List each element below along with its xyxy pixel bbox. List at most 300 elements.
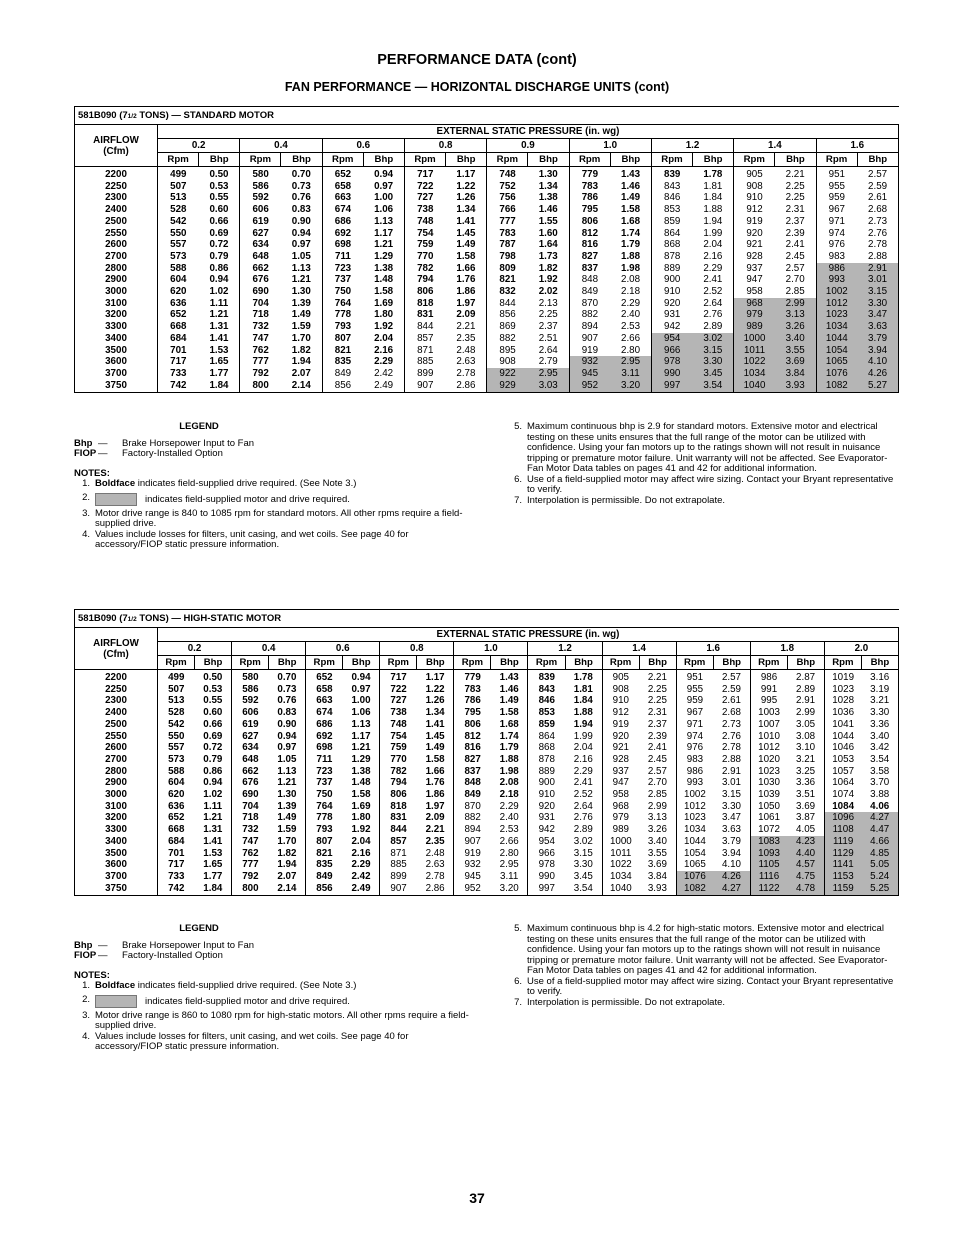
rpm-cell: 929 [487, 380, 528, 393]
bhp-cell: 2.45 [639, 754, 676, 766]
rpm-cell: 951 [828, 169, 845, 180]
table-row [75, 216, 899, 228]
bhp-cell: 2.40 [491, 812, 528, 824]
bhp-cell: 4.27 [713, 883, 750, 896]
table-row [75, 204, 899, 216]
rpm-cell: 722 [390, 683, 407, 695]
bhp-header: Bhp [281, 153, 322, 167]
bhp-cell: 2.87 [787, 670, 824, 684]
bhp-cell: 2.07 [269, 871, 306, 883]
note-item [74, 530, 474, 551]
rpm-cell: 770 [390, 753, 407, 765]
legend-dash: — [98, 939, 108, 951]
rpm-cell: 907 [581, 332, 599, 344]
rpm-cell: 978 [651, 356, 692, 368]
bhp-cell: 1.80 [343, 812, 380, 824]
rpm-cell: 542 [168, 718, 185, 730]
bhp-cell: 0.76 [269, 695, 306, 707]
note-item [74, 479, 474, 490]
table-row [75, 192, 899, 204]
pressure-column-header: 0.6 [322, 139, 404, 153]
bhp-cell: 2.76 [713, 731, 750, 743]
rpm-cell: 955 [828, 180, 845, 192]
bhp-cell: 3.25 [787, 766, 824, 778]
rpm-cell: 806 [581, 215, 599, 227]
bhp-cell: 0.94 [281, 228, 322, 240]
table-row [75, 766, 899, 778]
rpm-cell: 592 [242, 695, 259, 707]
bhp-cell: 2.78 [417, 871, 454, 883]
rpm-cell: 1023 [758, 765, 780, 777]
rpm-cell: 1019 [832, 672, 855, 683]
airflow-cell: 2200 [75, 670, 158, 684]
rpm-cell: 676 [252, 274, 269, 286]
rpm-cell: 922 [487, 368, 528, 380]
rpm-cell: 1000 [734, 333, 775, 345]
table-row [75, 801, 899, 813]
rpm-cell: 907 [417, 379, 434, 391]
bhp-cell: 1.49 [417, 742, 454, 754]
bhp-cell: 0.79 [195, 754, 232, 766]
note-item [506, 475, 899, 496]
bhp-cell: 1.53 [195, 848, 232, 860]
table-row [75, 228, 899, 240]
rpm-cell: 1041 [832, 718, 855, 730]
bhp-cell: 1.76 [446, 274, 487, 286]
bhp-cell: 2.29 [363, 356, 404, 368]
bhp-cell: 2.48 [417, 848, 454, 860]
bhp-cell: 2.25 [639, 684, 676, 696]
bhp-cell: 5.24 [861, 871, 898, 883]
bhp-cell: 3.55 [639, 848, 676, 860]
rpm-cell: 795 [464, 707, 481, 719]
rpm-cell: 513 [170, 192, 187, 204]
rpm-cell: 557 [168, 742, 185, 754]
bhp-cell: 2.76 [693, 309, 734, 321]
bhp-header: Bhp [195, 656, 232, 670]
rpm-cell: 634 [242, 742, 259, 754]
rpm-cell: 816 [464, 742, 481, 754]
airflow-cell: 3300 [75, 824, 158, 836]
note-text: Motor drive range is 840 to 1085 rpm for standard motors. All other rpms require a field-supplied drive. [95, 507, 463, 529]
rpm-cell: 717 [390, 672, 407, 683]
bhp-cell: 1.99 [693, 228, 734, 240]
rpm-cell: 806 [464, 718, 481, 730]
rpm-cell: 747 [252, 332, 269, 344]
rpm-cell: 952 [569, 380, 610, 393]
bhp-cell: 1.46 [491, 684, 528, 696]
bhp-cell: 1.88 [693, 204, 734, 216]
bhp-cell: 2.88 [713, 754, 750, 766]
note-item [74, 509, 474, 530]
bhp-cell: 1.81 [565, 684, 602, 696]
bhp-cell: 4.57 [787, 859, 824, 871]
table-row [75, 883, 899, 896]
pressure-column-header: 1.4 [602, 642, 676, 656]
rpm-header: Rpm [240, 153, 281, 167]
rpm-cell: 717 [170, 356, 187, 368]
bhp-cell: 4.06 [870, 800, 890, 812]
rpm-cell: 989 [734, 321, 775, 333]
table-row [75, 263, 899, 275]
bhp-cell: 0.94 [343, 670, 380, 684]
bhp-cell: 1.88 [565, 707, 602, 719]
bhp-cell: 3.30 [857, 298, 898, 310]
rpm-cell: 908 [612, 683, 630, 695]
rpm-cell: 1050 [758, 800, 780, 812]
rpm-cell: 818 [417, 297, 434, 309]
bhp-cell: 2.16 [363, 345, 404, 357]
bhp-cell: 1.17 [343, 731, 380, 743]
rpm-cell: 912 [612, 707, 630, 719]
bhp-cell: 3.01 [713, 777, 750, 789]
bhp-cell: 1.84 [565, 695, 602, 707]
rpm-cell: 586 [242, 683, 259, 695]
bhp-cell: 2.25 [528, 309, 569, 321]
rpm-cell: 919 [612, 718, 630, 730]
bhp-cell: 0.94 [269, 731, 306, 743]
bhp-cell: 1.21 [195, 812, 232, 824]
bhp-cell: 1.86 [446, 286, 487, 298]
rpm-cell: 627 [252, 227, 269, 239]
bhp-cell: 1.13 [363, 216, 404, 228]
rpm-cell: 907 [464, 835, 481, 847]
rpm-cell: 895 [499, 344, 516, 356]
bhp-cell: 0.73 [269, 684, 306, 696]
note-text: Values include losses for filters, unit casing, and wet coils. See page 40 for accessory/FIOP static pressure information. [95, 1030, 409, 1052]
rpm-cell: 783 [464, 683, 481, 695]
rpm-cell: 848 [581, 274, 599, 286]
bhp-cell: 2.37 [528, 321, 569, 333]
rpm-cell: 733 [170, 367, 187, 379]
airflow-cell: 3200 [75, 309, 158, 321]
bhp-cell: 3.16 [870, 672, 890, 683]
bhp-cell: 1.59 [281, 321, 322, 333]
bhp-cell: 1.55 [528, 216, 569, 228]
rpm-cell: 1000 [609, 835, 632, 847]
note-number: 1. [82, 478, 90, 489]
bhp-cell: 2.13 [528, 298, 569, 310]
rpm-header: Rpm [306, 656, 343, 670]
pressure-column-header: 0.4 [232, 642, 306, 656]
rpm-cell: 806 [417, 286, 434, 298]
bhp-cell: 1.26 [446, 192, 487, 204]
rpm-cell: 1011 [734, 345, 775, 357]
bhp-cell: 2.57 [775, 263, 816, 275]
rpm-cell: 604 [170, 274, 187, 286]
rpm-cell: 945 [569, 368, 610, 380]
pressure-column-header: 1.6 [816, 139, 899, 153]
fan-performance-table [74, 627, 899, 896]
rpm-cell: 733 [168, 870, 185, 882]
note-number: 4. [82, 528, 90, 540]
rpm-cell: 732 [252, 321, 269, 333]
bhp-cell: 2.70 [775, 274, 816, 286]
rpm-cell: 937 [746, 262, 763, 274]
rpm-cell: 983 [828, 250, 845, 262]
rpm-cell: 627 [242, 730, 259, 742]
rpm-cell: 920 [664, 297, 681, 309]
rpm-cell: 737 [316, 777, 333, 789]
bhp-cell: 3.69 [787, 801, 824, 813]
bhp-cell: 4.05 [787, 824, 824, 836]
rpm-cell: 885 [390, 859, 407, 871]
rpm-cell: 899 [417, 367, 434, 379]
rpm-cell: 1023 [816, 309, 857, 321]
note-number: 7. [514, 996, 522, 1008]
bhp-cell: 1.79 [491, 742, 528, 754]
airflow-cell: 3400 [75, 333, 158, 345]
bhp-cell: 2.51 [528, 333, 569, 345]
rpm-cell: 910 [746, 192, 763, 204]
rpm-cell: 782 [417, 262, 434, 274]
note-number: 4. [82, 1030, 90, 1042]
rpm-cell: 908 [499, 356, 516, 368]
rpm-cell: 782 [390, 765, 407, 777]
rpm-cell: 777 [242, 859, 259, 871]
bhp-cell: 2.63 [417, 859, 454, 871]
rpm-cell: 550 [168, 730, 185, 742]
note-item [74, 981, 474, 992]
bhp-cell: 0.73 [281, 181, 322, 193]
bhp-cell: 1.94 [281, 356, 322, 368]
bhp-cell: 2.53 [491, 824, 528, 836]
rpm-cell: 919 [464, 847, 481, 859]
bhp-header: Bhp [491, 656, 528, 670]
bhp-cell: 1.49 [269, 812, 306, 824]
rpm-header: Rpm [528, 656, 565, 670]
rpm-cell: 1039 [758, 789, 780, 801]
rpm-header: Rpm [322, 153, 363, 167]
bhp-cell: 3.15 [565, 848, 602, 860]
bhp-cell: 2.53 [610, 321, 651, 333]
rpm-cell: 921 [746, 239, 763, 251]
rpm-cell: 507 [168, 683, 185, 695]
rpm-cell: 1153 [824, 871, 861, 883]
rpm-header: Rpm [750, 656, 787, 670]
rpm-header: Rpm [158, 153, 199, 167]
rpm-header: Rpm [602, 656, 639, 670]
table-row [75, 274, 899, 286]
rpm-cell: 942 [664, 321, 681, 333]
bhp-cell: 1.66 [446, 263, 487, 275]
rpm-cell: 920 [612, 730, 630, 742]
rpm-cell: 839 [538, 672, 555, 683]
rpm-cell: 588 [170, 262, 187, 274]
bhp-cell: 0.70 [281, 167, 322, 181]
rpm-cell: 848 [464, 777, 481, 789]
rpm-cell: 777 [499, 215, 516, 227]
rpm-cell: 821 [499, 274, 516, 286]
bhp-cell: 2.61 [713, 695, 750, 707]
bhp-cell: 1.48 [343, 777, 380, 789]
bhp-cell: 1.21 [199, 309, 240, 321]
bhp-cell: 4.47 [861, 824, 898, 836]
rpm-cell: 652 [334, 169, 352, 180]
rpm-cell: 1030 [758, 777, 780, 789]
pressure-column-header: 1.6 [676, 642, 750, 656]
bhp-header: Bhp [446, 153, 487, 167]
rpm-cell: 1012 [684, 800, 706, 812]
note-text: Boldface indicates field-supplied drive required. (See Note 3.) [95, 980, 357, 991]
bhp-cell: 2.80 [610, 345, 651, 357]
table-row [75, 345, 899, 357]
rpm-cell: 1028 [832, 695, 855, 707]
rpm-cell: 853 [538, 707, 555, 719]
high-static-table-block [74, 609, 899, 896]
table-row [75, 824, 899, 836]
table-row [75, 754, 899, 766]
rpm-cell: 853 [664, 204, 681, 216]
airflow-cell: 3100 [75, 801, 158, 813]
rpm-cell: 648 [252, 250, 269, 262]
rpm-cell: 793 [334, 321, 352, 333]
bhp-cell: 1.45 [446, 228, 487, 240]
bhp-cell: 1.64 [528, 239, 569, 251]
rpm-cell: 993 [816, 274, 857, 286]
airflow-cell: 3000 [75, 286, 158, 298]
rpm-cell: 974 [686, 730, 704, 742]
bhp-cell: 3.26 [639, 824, 676, 836]
bhp-cell: 2.08 [491, 777, 528, 789]
bhp-cell: 3.54 [693, 380, 734, 393]
bhp-cell: 4.10 [857, 356, 898, 368]
rpm-cell: 580 [252, 169, 269, 180]
bhp-cell: 2.21 [446, 321, 487, 333]
rpm-cell: 762 [252, 344, 269, 356]
bhp-cell: 2.86 [417, 883, 454, 896]
rpm-cell: 619 [242, 718, 259, 730]
bhp-cell: 1.17 [446, 167, 487, 181]
bhp-cell: 2.68 [713, 707, 750, 719]
bhp-cell: 3.55 [775, 345, 816, 357]
note-number: 2. [82, 491, 90, 503]
bhp-cell: 1.58 [343, 789, 380, 801]
bhp-cell: 1.29 [343, 754, 380, 766]
rpm-cell: 1082 [816, 380, 857, 393]
bhp-cell: 3.19 [870, 683, 890, 695]
bhp-cell: 1.73 [528, 251, 569, 263]
note-item [506, 422, 899, 475]
bhp-cell: 2.95 [491, 859, 528, 871]
rpm-cell: 557 [170, 239, 187, 251]
note-text: Values include losses for filters, unit casing, and wet coils. See page 40 for accessory/FIOP static pressure information. [95, 528, 409, 550]
legend-text: Brake Horsepower Input to Fan [122, 437, 255, 449]
bhp-header: Bhp [269, 656, 306, 670]
bhp-cell: 2.76 [868, 227, 888, 239]
bhp-cell: 1.00 [343, 695, 380, 707]
bhp-cell: 0.53 [195, 684, 232, 696]
bhp-cell: 2.25 [775, 192, 816, 204]
rpm-cell: 837 [581, 262, 599, 274]
bhp-cell: 0.55 [195, 695, 232, 707]
bhp-cell: 4.78 [787, 883, 824, 896]
bhp-cell: 2.08 [610, 274, 651, 286]
rpm-cell: 831 [390, 812, 407, 824]
rpm-cell: 827 [464, 753, 481, 765]
bhp-cell: 0.60 [195, 707, 232, 719]
rpm-cell: 968 [734, 298, 775, 310]
bhp-cell: 2.57 [713, 670, 750, 684]
bhp-cell: 2.29 [610, 298, 651, 310]
legend-dash: — [98, 950, 108, 961]
rpm-cell: 809 [499, 262, 516, 274]
bhp-cell: 1.21 [343, 742, 380, 754]
bhp-cell: 1.00 [363, 192, 404, 204]
bhp-cell: 1.88 [491, 754, 528, 766]
table-row [75, 789, 899, 801]
bhp-cell: 1.11 [195, 801, 232, 813]
bhp-cell: 2.31 [639, 707, 676, 719]
rpm-cell: 759 [390, 742, 407, 754]
airflow-cell: 3700 [75, 871, 158, 883]
bhp-cell: 2.95 [528, 368, 569, 380]
rpm-cell: 889 [538, 765, 555, 777]
rpm-cell: 778 [316, 812, 333, 824]
table-row [75, 251, 899, 263]
bhp-cell: 1.58 [417, 754, 454, 766]
bhp-cell: 2.14 [269, 883, 306, 896]
rpm-cell: 1065 [684, 859, 706, 871]
rpm-cell: 794 [390, 777, 407, 789]
rpm-cell: 620 [170, 286, 187, 298]
bhp-cell: 0.97 [281, 239, 322, 251]
rpm-cell: 1116 [750, 871, 787, 883]
pressure-column-header: 2.0 [824, 642, 898, 656]
legend-key: Bhp [74, 437, 93, 449]
rpm-cell: 542 [170, 215, 187, 227]
bhp-header: Bhp [199, 153, 240, 167]
bhp-cell: 1.31 [199, 321, 240, 333]
fan-performance-table [74, 124, 899, 393]
bhp-header: Bhp [857, 153, 898, 167]
bhp-cell: 2.66 [610, 333, 651, 345]
bhp-cell: 2.41 [639, 742, 676, 754]
rpm-cell: 1141 [824, 859, 861, 871]
bhp-cell: 2.89 [787, 684, 824, 696]
bhp-cell: 3.40 [775, 333, 816, 345]
rpm-cell: 1046 [832, 742, 855, 754]
rpm-cell: 738 [417, 204, 434, 216]
airflow-cell: 2500 [75, 216, 158, 228]
bhp-cell: 1.30 [269, 789, 306, 801]
rpm-cell: 1054 [684, 847, 706, 859]
bhp-cell: 2.78 [713, 742, 750, 754]
rpm-cell: 920 [538, 800, 555, 812]
airflow-cell: 3750 [75, 380, 158, 393]
bhp-cell: 2.09 [417, 812, 454, 824]
bhp-cell: 1.68 [610, 216, 651, 228]
rpm-cell: 604 [168, 777, 185, 789]
rpm-cell: 1040 [609, 882, 632, 894]
pressure-column-header: 1.0 [569, 139, 651, 153]
rpm-cell: 990 [538, 870, 555, 882]
rpm-cell: 995 [760, 695, 778, 707]
table-row [75, 707, 899, 719]
bhp-cell: 1.82 [281, 345, 322, 357]
rpm-cell: 1044 [816, 333, 857, 345]
bhp-cell: 0.53 [199, 181, 240, 193]
bhp-cell: 3.01 [857, 274, 898, 286]
rpm-cell: 849 [581, 286, 599, 298]
rpm-cell: 859 [664, 215, 681, 227]
bhp-cell: 1.74 [491, 731, 528, 743]
table-row [75, 309, 899, 321]
bhp-cell: 2.57 [868, 169, 888, 180]
note-bold: Boldface [95, 478, 136, 489]
bhp-cell: 0.66 [199, 216, 240, 228]
bhp-cell: 2.64 [693, 298, 734, 310]
